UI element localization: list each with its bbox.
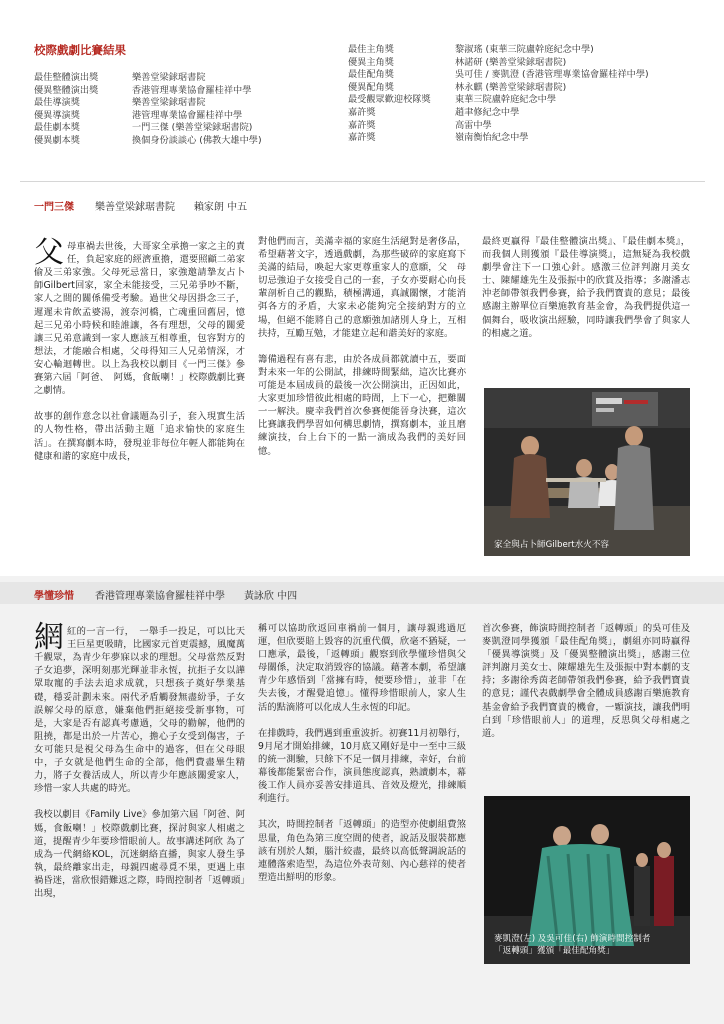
- article2-photo: [484, 796, 690, 964]
- results-right-list: [348, 44, 718, 145]
- award-row: [348, 107, 718, 120]
- article2-dropcap: 網: [34, 620, 64, 656]
- award-row: [34, 97, 354, 110]
- award-name: 最佳主角獎: [348, 44, 394, 55]
- article1-col1: 父母車禍去世後，大哥家全承擔一家之主的責任，負起家庭的經濟重擔，還要照顧二弟家偷及三弟家強。父母死忌當日，家強邀請摯友占卜師Gilbert回家，家全未能接受，三兄弟爭吵不斷，家人之間的關係備受考驗。過世父母因掛念三子，遲遲未肯飲孟婆湯，渡奈河橋，亡魂重回舊居，憶起三兄弟小時候和睦誰讓，各有理想，父母的關愛讓三兄弟意識到一家人應該互相尊重，包容對方的想法，才能融合相處，父母得知三人兄弟情深，才安心輪迴轉世。以上為我校以劇目《一門三傑》參賽第六屆「阿爸、 阿媽，食飯喇！」校際戲劇比賽之劇情。 故事的創作意念以社會議題為引子，套入現實生活的人物性格，帶出活動主題「追求愉快的家庭生活」。在撰寫劇本時，發現並非每位年輕人都能夠在健康和諧的家庭中成長，: [34, 235, 245, 462]
- article2-photo-caption-line2: 「返轉頭」獲頒「最佳配角獎」: [494, 946, 615, 956]
- award-row: [34, 110, 354, 123]
- award-winner: 一門三傑 (樂善堂梁銶琚書院): [132, 122, 253, 134]
- award-name: 優異導演獎: [34, 109, 80, 121]
- award-row: [348, 57, 718, 70]
- award-winner: 吳可佳 / 麥凱澄 (香港管理專業協會羅桂祥中學): [455, 69, 649, 81]
- award-winner: 香港管理專業協會羅桂祥中學: [132, 84, 252, 96]
- award-row: [348, 132, 718, 145]
- award-row: [348, 94, 718, 107]
- article1-header: [34, 198, 247, 213]
- award-winner: 東華三院盧幹庭紀念中學: [455, 94, 557, 106]
- award-name: 嘉許獎: [348, 132, 376, 144]
- award-name: 最佳配角獎: [348, 69, 394, 81]
- article1-col3: 最終更贏得『最佳整體演出獎』、『最佳劇本獎』，而我個人則獲頒『最佳導演獎』，這無疑為我校戲劇學會注下一口強心針。感激三位評判謝月美女士、陳耀雄先生及張振中的欣賞及指導；多謝潘志沖老師帶領我們參賽，給予我們寶貴的意見；最後感謝主辦單位百樂施教育基金會，為我們提供這一個舞台，吸收演出經驗，同時讓我們學會了與家人的相處之道。: [482, 236, 690, 339]
- article2-col3: 首次參賽，飾演時間控制者「返轉頭」的吳可佳及麥凱澄同學獲頒「最佳配角獎」，劇組亦同時贏得「優異導演獎」及「優異整體演出獎」，感謝三位評判謝月美女士、陳耀雄先生及張振中對本劇的支持；多謝徐秀茵老師帶領我們參賽，給予我們寶貴的意見；謹代表戲劇學會全體成員感謝百樂施教育基金會給予我們寶貴的機會，一顆演技，讓我們明白到「珍惜眼前人」的道理，反思與父母相處之道。: [482, 623, 690, 739]
- award-winner: 港管理專業協會羅桂祥中學: [132, 109, 243, 121]
- award-name: 優異主角獎: [348, 56, 394, 68]
- article2-title: 學懂珍惜: [34, 591, 74, 602]
- results-left-list: [34, 72, 354, 148]
- award-row: [348, 120, 718, 133]
- award-winner: 黎淑瑤 (東華三院盧幹庭紀念中學): [455, 44, 594, 55]
- award-name: 最佳劇本獎: [34, 122, 80, 134]
- award-winner: 林諾研 (樂善堂梁銶琚書院): [455, 56, 567, 68]
- award-name: 最受觀眾歡迎校隊獎: [348, 94, 431, 106]
- article1-photo-caption: 家全與占卜師Gilbert水火不容: [494, 540, 610, 550]
- award-winner: 樂善堂梁銶琚書院: [132, 72, 206, 83]
- award-row: [34, 85, 354, 98]
- award-name: 優異配角獎: [348, 81, 394, 93]
- award-row: [34, 72, 354, 85]
- article1-title: 一門三傑: [34, 202, 74, 213]
- award-name: 優異劇本獎: [34, 134, 80, 146]
- award-name: 優異整體演出獎: [34, 84, 99, 96]
- article2-col1: 網紅的一言一行， 一舉手一投足，可以比天王巨星更吸睛，比國家元首更震撼，風魔萬千觀眾，為青少年夢寐以求的理想。父母當然反對子女追夢，深明刻那光輝並非永恆，抗拒子女以譁眾取寵的手法去追求成就，只想孩子奠好學業基礎，穩妥計劃未來。兩代矛盾觸發無盡紛爭，子女誤解父母的原意，嫌棄他們拒絕接受新事物，可是，大家是否有認真考慮過，父母的勸解，他們的阻撓，都是出於一片苦心，擔心子女受到傷害，子女可能只是視父母為生命中的過客，但在父母眼中，子女就是他們生命的全部，他們費盡畢生精力，將子女養活成人，所以青少年應該關愛家人，珍惜一家人共處的時光。 我校以劇目《Family Live》參加第六屆「阿爸、阿媽，食飯喇！」校際戲劇比賽，探討與家人相處之道，提醒青少年要珍惜眼前人。故事講述阿欣 為了成為一代網絡KOL，沉迷網絡直播，與家人發生爭執，最終離家出走，母親四處尋覓不果，更遇上車禍昏迷，當欣恨錯難返之際，時間控制者「返轉頭」出現，: [34, 620, 245, 899]
- stage-scene-image: [484, 388, 690, 556]
- article2-photo-caption-line1: 麥凱澄(左) 及吳可佳(右) 飾演時間控制者: [494, 934, 651, 944]
- award-winner: 嶺南衡怡紀念中學: [455, 132, 529, 144]
- article2-col2: 稱可以協助欣返回車禍前一個月，讓母親逃過厄運，但欣要賠上毀容的沉重代價，欣毫不猶疑，一口應承，最後，「返轉頭」觀察到欣學懂珍惜與父母關係，決定取消毀容的協議。藉著本劇，希望讓青少年感悟到「當擁有時，便要珍惜」，並非「在失去後，才醒覺追憶」。懂得珍惜眼前人，家人生活的點滴將可以化成人生永恆的印記。 在排戲時，我們遇到重重波折。初賽11月初舉行，9月尾才開始排練，10月底又剛好是中一至中三級的統一測驗，只餘下不足一個月排練，幸好，台前幕後都能緊密合作，演員態度認真，熟讀劇本，幕後工作人員亦妥善安排道具、音效及燈光，排練順利進行。 其次，時間控制者「返轉頭」的造型亦使劇組費煞思量，角色為第三度空間的使者，說話及服裝都應該有別於人類，腦汁絞盡，最終以高低聲調說話的連體落索造型，為這位外表苛刻、內心慈祥的使者塑造出鮮明的形象。: [258, 623, 466, 883]
- award-row: [34, 122, 354, 135]
- award-winner: 林永麒 (樂善堂梁銶琚書院): [455, 81, 567, 93]
- award-row: [348, 44, 718, 57]
- award-row: [348, 69, 718, 82]
- article2-header: [34, 587, 297, 602]
- article2-school: 香港管理專業協會羅桂祥中學: [94, 591, 225, 602]
- award-winner: 換個身份談談心 (佛教大雄中學): [132, 134, 262, 146]
- award-name: 最佳導演獎: [34, 97, 80, 109]
- article1-school: 樂善堂梁銶琚書院: [94, 202, 175, 213]
- article1-col2: 對他們而言，美滿幸福的家庭生活絕對是奢侈品，希望藉著文字，透過戲劇，為那些破碎的家庭寫下美滿的結局，喚起大家更尊重家人的意願，父 母切忌強迫子女接受自己的一套，子女亦要耐心向長輩剖析自己的觀點，積極溝通，真誠關懷，才能消弭各方的矛盾，大家未必能夠完全接納對方的立場，但絕不能將自己的意願強加諸別人身上，互相扶持，互勵互勉，才能建立起和諧美好的家庭。 籌備過程有喜有悲，由於各成員都就讀中五，要面對未來一年的公開試，排練時間緊絀，這次比賽亦可能是本屆成員的最後一次公開演出，正因如此，大家更加珍惜彼此相處的時間，上下一心，把難關一一解決。慶幸我們首次參賽便能晉身決賽，這次比賽讓我們學習如何構思劇情，撰寫劇本，並且磨練演技，台上台下的一點一滴成為我們的美好回憶。: [258, 236, 466, 457]
- article1-author: 賴家朗 中五: [193, 202, 248, 213]
- section-divider: [20, 181, 705, 182]
- award-name: 嘉許獎: [348, 106, 376, 118]
- article1-photo: [484, 388, 690, 556]
- article1-dropcap: 父: [34, 235, 64, 271]
- award-name: 嘉許獎: [348, 119, 376, 131]
- results-title: 校際戲劇比賽結果: [34, 43, 126, 57]
- award-winner: 高雷中學: [455, 119, 492, 131]
- award-winner: 趙聿修紀念中學: [455, 106, 520, 118]
- award-winner: 樂善堂梁銶琚書院: [132, 97, 206, 109]
- award-row: [348, 82, 718, 95]
- award-row: [34, 135, 354, 148]
- award-name: 最佳整體演出獎: [34, 72, 99, 83]
- article2-author: 黃詠欣 中四: [243, 591, 298, 602]
